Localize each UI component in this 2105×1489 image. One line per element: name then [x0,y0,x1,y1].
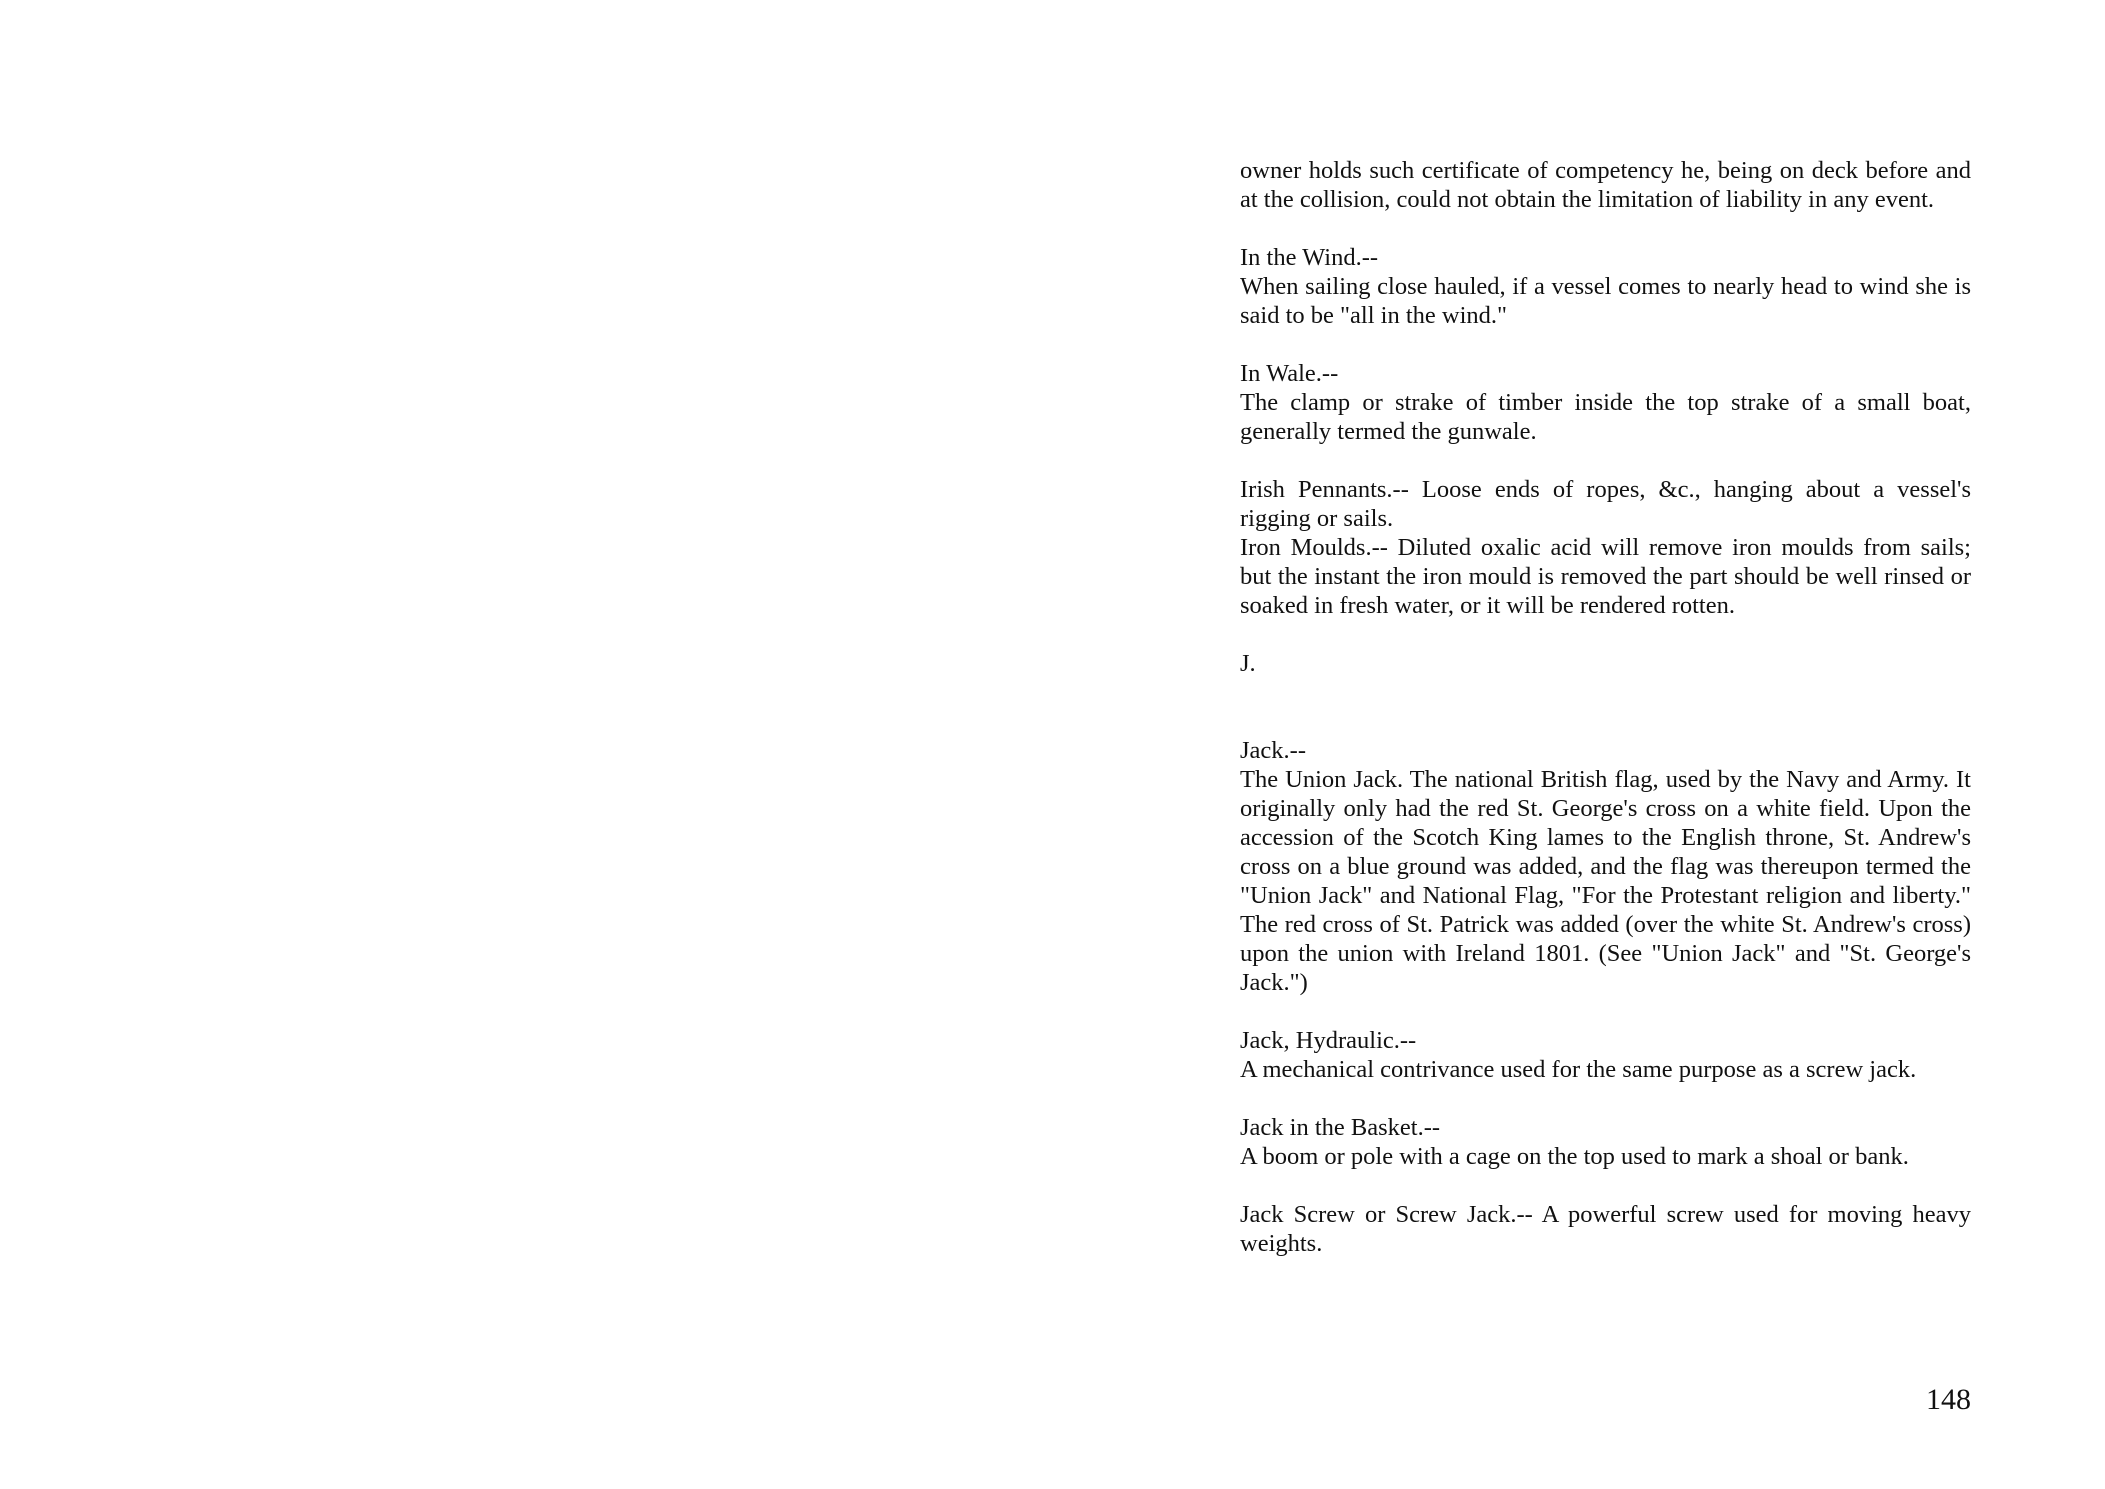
entry-in-the-wind [1240,243,1971,330]
body-text-column [1240,156,1971,1287]
letter-section-heading: J. [1240,650,1256,677]
entry-irish-pennants [1240,475,1971,533]
entry-in-wale [1240,359,1971,446]
page-number: 148 [1926,1383,1971,1416]
entry-term: Jack in the Basket.-- [1240,1114,1441,1141]
entry-definition: A boom or pole with a cage on the top used to mark a shoal or bank. [1240,1143,1909,1170]
entry-term: In Wale.-- [1240,360,1339,387]
entry-definition: A mechanical contrivance used for the same purpose as a screw jack. [1240,1056,1917,1083]
entry-definition: The Union Jack. The national British flag, used by the Navy and Army. It originally only had the red St. George's cross on a white field. Upon the accession of the Scotch King lames to the English throne, St. Andrew's cross on a blue ground was added, and the flag was thereupon termed the "Union Jack" and National Flag, "For the Protestant religion and liberty." The red cross of St. Patrick was added (over the white St. Andrew's cross) upon the union with Ireland 1801. (See "Union Jack" and "St. George's Jack.") [1240,766,1971,996]
continuation-text: owner holds such certificate of competency he, being on deck before and at the collision, could not obtain the limitation of liability in any event. [1240,157,1971,213]
continuation-paragraph [1240,156,1971,214]
entry-jack-hydraulic [1240,1026,1971,1084]
entry-text: Irish Pennants.-- Loose ends of ropes, &c., hanging about a vessel's rigging or sails. [1240,476,1971,532]
entry-term: Jack, Hydraulic.-- [1240,1027,1417,1054]
entry-definition: When sailing close hauled, if a vessel comes to nearly head to wind she is said to be "all in the wind." [1240,273,1971,329]
entry-text: Iron Moulds.-- Diluted oxalic acid will remove iron moulds from sails; but the instant the iron mould is removed the part should be well rinsed or soaked in fresh water, or it will be rendered rotten. [1240,534,1971,619]
entry-term: Jack.-- [1240,737,1306,764]
entry-jack-in-the-basket [1240,1113,1971,1171]
entry-iron-moulds [1240,533,1971,620]
entry-term: In the Wind.-- [1240,244,1379,271]
entry-jack [1240,736,1971,997]
entry-definition: The clamp or strake of timber inside the top strake of a small boat, generally termed the gunwale. [1240,389,1971,445]
entry-jack-screw [1240,1200,1971,1258]
entry-text: Jack Screw or Screw Jack.-- A powerful screw used for moving heavy weights. [1240,1201,1971,1257]
